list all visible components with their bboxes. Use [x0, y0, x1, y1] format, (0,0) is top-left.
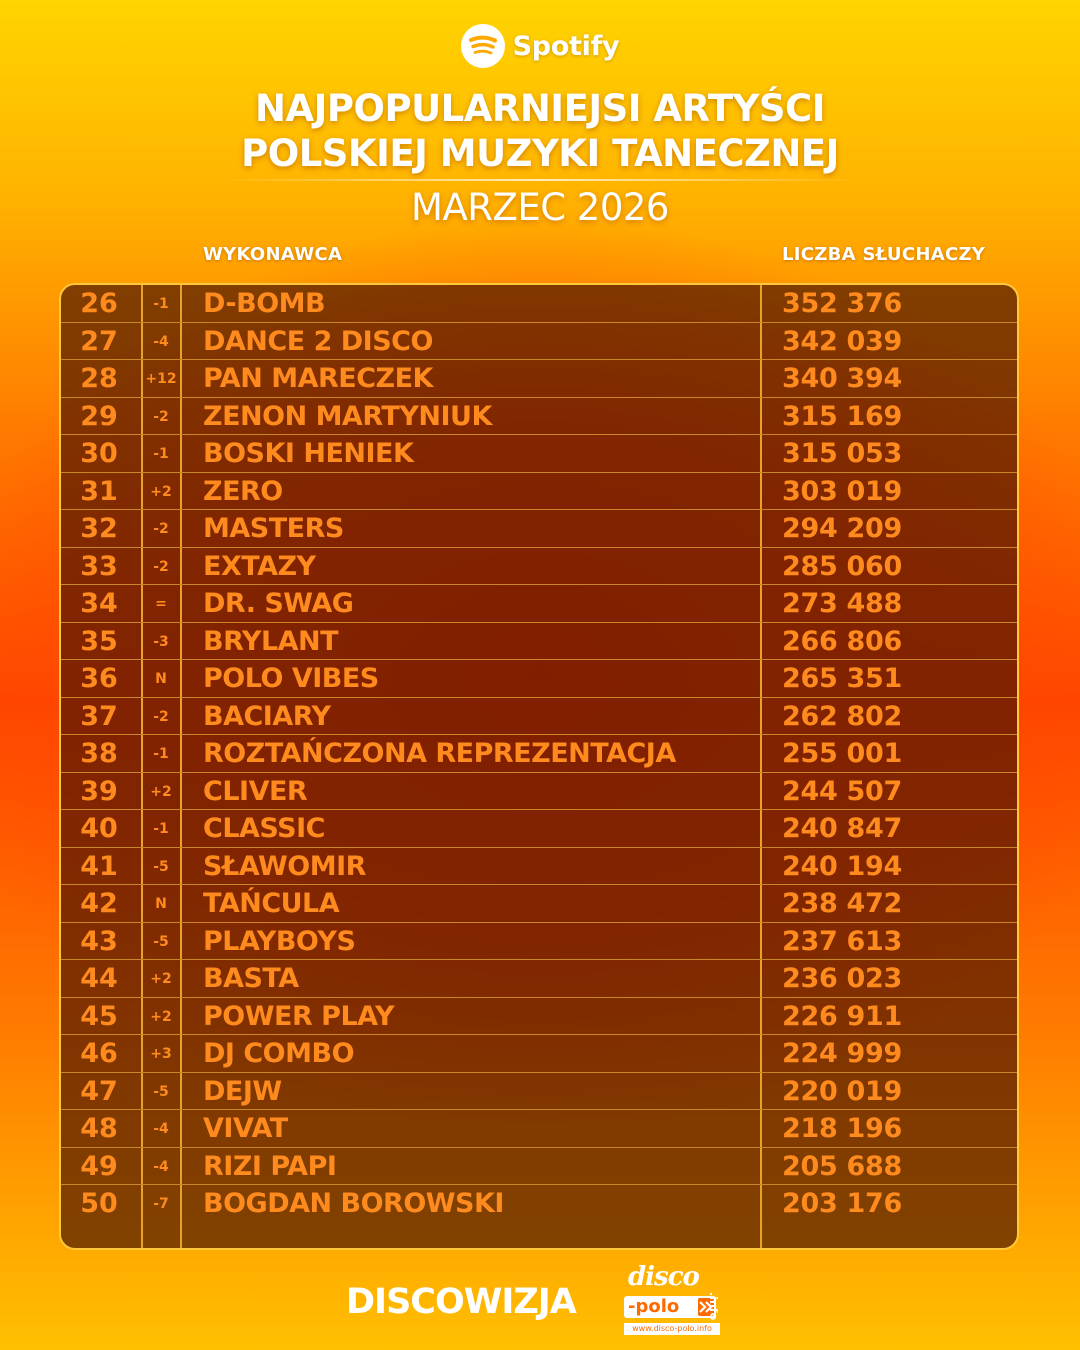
listeners-cell: 265 351 — [782, 663, 903, 694]
table-row — [61, 1110, 1017, 1148]
change-cell: -2 — [153, 708, 169, 725]
rank-cell: 47 — [80, 1075, 118, 1107]
listeners-cell: 262 802 — [782, 700, 903, 732]
change-cell: -3 — [153, 633, 169, 650]
artist-cell: BOGDAN BOROWSKI — [203, 1188, 504, 1219]
ranking-table — [59, 283, 1019, 1250]
table-row — [61, 960, 1017, 998]
change-cell: -5 — [153, 1083, 169, 1100]
artist-cell: EXTAZY — [203, 550, 316, 582]
table-row — [61, 848, 1017, 886]
table-row — [61, 773, 1017, 811]
artist-cell: TAŃCULA — [203, 888, 340, 919]
change-cell: N — [155, 671, 167, 687]
rank-cell: 32 — [80, 513, 118, 544]
table-row — [61, 435, 1017, 473]
artist-cell: CLIVER — [203, 775, 308, 807]
artist-cell: DJ COMBO — [203, 1038, 355, 1069]
rank-cell: 26 — [80, 288, 118, 319]
table-row — [61, 885, 1017, 923]
table-row — [61, 285, 1017, 323]
change-cell: -1 — [153, 746, 169, 762]
listeners-cell: 244 507 — [782, 775, 903, 807]
rank-cell: 46 — [80, 1038, 118, 1069]
listeners-cell: 315 169 — [782, 400, 903, 432]
spotify-wordmark: Spotify — [512, 30, 620, 62]
table-row — [61, 398, 1017, 436]
artist-cell: PLAYBOYS — [203, 925, 356, 957]
title-line-2: POLSKIEJ MUZYKI TANECZNEJ — [241, 132, 839, 175]
discowizja-logo: DISCOWIZJA — [346, 1282, 576, 1322]
table-row — [61, 1035, 1017, 1073]
rank-cell: 39 — [80, 775, 118, 807]
change-cell: -5 — [153, 933, 169, 950]
table-row — [61, 473, 1017, 511]
page-subtitle: MARZEC 2026 — [411, 186, 669, 229]
rank-cell: 41 — [80, 850, 118, 882]
listeners-cell: 240 847 — [782, 813, 903, 844]
change-cell: -2 — [153, 558, 169, 575]
change-cell: = — [155, 596, 167, 612]
artist-cell: BRYLANT — [203, 625, 339, 657]
listeners-cell: 255 001 — [782, 738, 903, 769]
listeners-cell: 220 019 — [782, 1075, 903, 1107]
rank-cell: 35 — [80, 625, 118, 657]
disco-polo-logo-polo: -polo — [624, 1296, 716, 1318]
table-row — [61, 548, 1017, 586]
rank-cell: 48 — [80, 1113, 118, 1144]
artist-cell: POWER PLAY — [203, 1000, 395, 1032]
table-row — [61, 1185, 1017, 1223]
listeners-cell: 218 196 — [782, 1113, 903, 1144]
rank-cell: 34 — [80, 588, 118, 619]
artist-cell: BOSKI HENIEK — [203, 438, 414, 469]
column-header-artist: WYKONAWCA — [203, 244, 343, 265]
change-cell: -1 — [153, 296, 169, 312]
artist-cell: ZENON MARTYNIUK — [203, 400, 492, 432]
rank-cell: 43 — [80, 925, 118, 957]
column-header-listeners: LICZBA SŁUCHACZY — [782, 244, 986, 265]
spotify-logo — [0, 24, 1080, 68]
rank-cell: 44 — [80, 963, 118, 994]
change-cell: +2 — [150, 971, 172, 987]
listeners-cell: 315 053 — [782, 438, 903, 469]
rank-cell: 28 — [80, 363, 118, 394]
disco-polo-logo-info: .info — [707, 1292, 720, 1321]
listeners-cell: 238 472 — [782, 888, 903, 919]
change-cell: -5 — [153, 858, 169, 875]
table-row — [61, 623, 1017, 661]
artist-cell: DANCE 2 DISCO — [203, 325, 433, 357]
table-row — [61, 810, 1017, 848]
change-cell: -1 — [153, 446, 169, 462]
spotify-icon — [461, 24, 505, 68]
listeners-cell: 226 911 — [782, 1000, 903, 1032]
change-cell: -2 — [153, 408, 169, 425]
change-cell: +12 — [145, 371, 177, 387]
rank-cell: 38 — [80, 738, 118, 769]
artist-cell: DEJW — [203, 1075, 282, 1107]
table-row — [61, 360, 1017, 398]
change-cell: +3 — [150, 1046, 172, 1062]
table-row — [61, 660, 1017, 698]
change-cell: -7 — [153, 1196, 169, 1212]
rank-cell: 45 — [80, 1000, 118, 1032]
listeners-cell: 273 488 — [782, 588, 903, 619]
table-row — [61, 923, 1017, 961]
artist-cell: DR. SWAG — [203, 588, 354, 619]
artist-cell: SŁAWOMIR — [203, 850, 366, 882]
listeners-cell: 237 613 — [782, 925, 903, 957]
artist-cell: RIZI PAPI — [203, 1150, 337, 1182]
artist-cell: VIVAT — [203, 1113, 288, 1144]
title-divider — [220, 179, 860, 181]
listeners-cell: 240 194 — [782, 850, 903, 882]
rank-cell: 42 — [80, 888, 118, 919]
rank-cell: 33 — [80, 550, 118, 582]
rank-cell: 31 — [80, 475, 118, 507]
listeners-cell: 266 806 — [782, 625, 903, 657]
table-row — [61, 323, 1017, 361]
artist-cell: PAN MARECZEK — [203, 363, 433, 394]
listeners-cell: 236 023 — [782, 963, 903, 994]
rank-cell: 36 — [80, 663, 118, 694]
table-row — [61, 1148, 1017, 1186]
table-row — [61, 510, 1017, 548]
change-cell: N — [155, 896, 167, 912]
listeners-cell: 285 060 — [782, 550, 903, 582]
rank-cell: 50 — [80, 1188, 118, 1219]
change-cell: -1 — [153, 821, 169, 837]
artist-cell: ROZTAŃCZONA REPREZENTACJA — [203, 738, 676, 769]
table-body — [61, 285, 1017, 1223]
artist-cell: POLO VIBES — [203, 663, 379, 694]
rank-cell: 27 — [80, 325, 118, 357]
listeners-cell: 340 394 — [782, 363, 903, 394]
artist-cell: BACIARY — [203, 700, 331, 732]
page-title — [0, 86, 1080, 176]
change-cell: -2 — [153, 521, 169, 537]
change-cell: -4 — [153, 1121, 169, 1137]
listeners-cell: 303 019 — [782, 475, 903, 507]
listeners-cell: 224 999 — [782, 1038, 903, 1069]
title-line-1: NAJPOPULARNIEJSI ARTYŚCI — [255, 87, 825, 130]
listeners-cell: 294 209 — [782, 513, 903, 544]
listeners-cell: 203 176 — [782, 1188, 903, 1219]
disco-polo-logo-disco: disco — [628, 1262, 699, 1292]
artist-cell: D-BOMB — [203, 288, 326, 319]
listeners-cell: 205 688 — [782, 1150, 903, 1182]
change-cell: -4 — [153, 1158, 169, 1175]
change-cell: +2 — [150, 1008, 172, 1025]
listeners-cell: 342 039 — [782, 325, 903, 357]
table-row — [61, 1073, 1017, 1111]
rank-cell: 30 — [80, 438, 118, 469]
artist-cell: MASTERS — [203, 513, 344, 544]
change-cell: +2 — [150, 783, 172, 800]
rank-cell: 40 — [80, 813, 118, 844]
rank-cell: 37 — [80, 700, 118, 732]
artist-cell: ZERO — [203, 475, 283, 507]
table-row — [61, 698, 1017, 736]
table-row — [61, 998, 1017, 1036]
disco-polo-info-logo — [622, 1262, 742, 1338]
artist-cell: CLASSIC — [203, 813, 325, 844]
rank-cell: 49 — [80, 1150, 118, 1182]
rank-cell: 29 — [80, 400, 118, 432]
change-cell: +2 — [150, 483, 172, 500]
artist-cell: BASTA — [203, 963, 299, 994]
disco-polo-logo-url: www.disco-polo.info — [624, 1323, 720, 1335]
listeners-cell: 352 376 — [782, 288, 903, 319]
change-cell: -4 — [153, 333, 169, 350]
table-row — [61, 735, 1017, 773]
table-row — [61, 585, 1017, 623]
